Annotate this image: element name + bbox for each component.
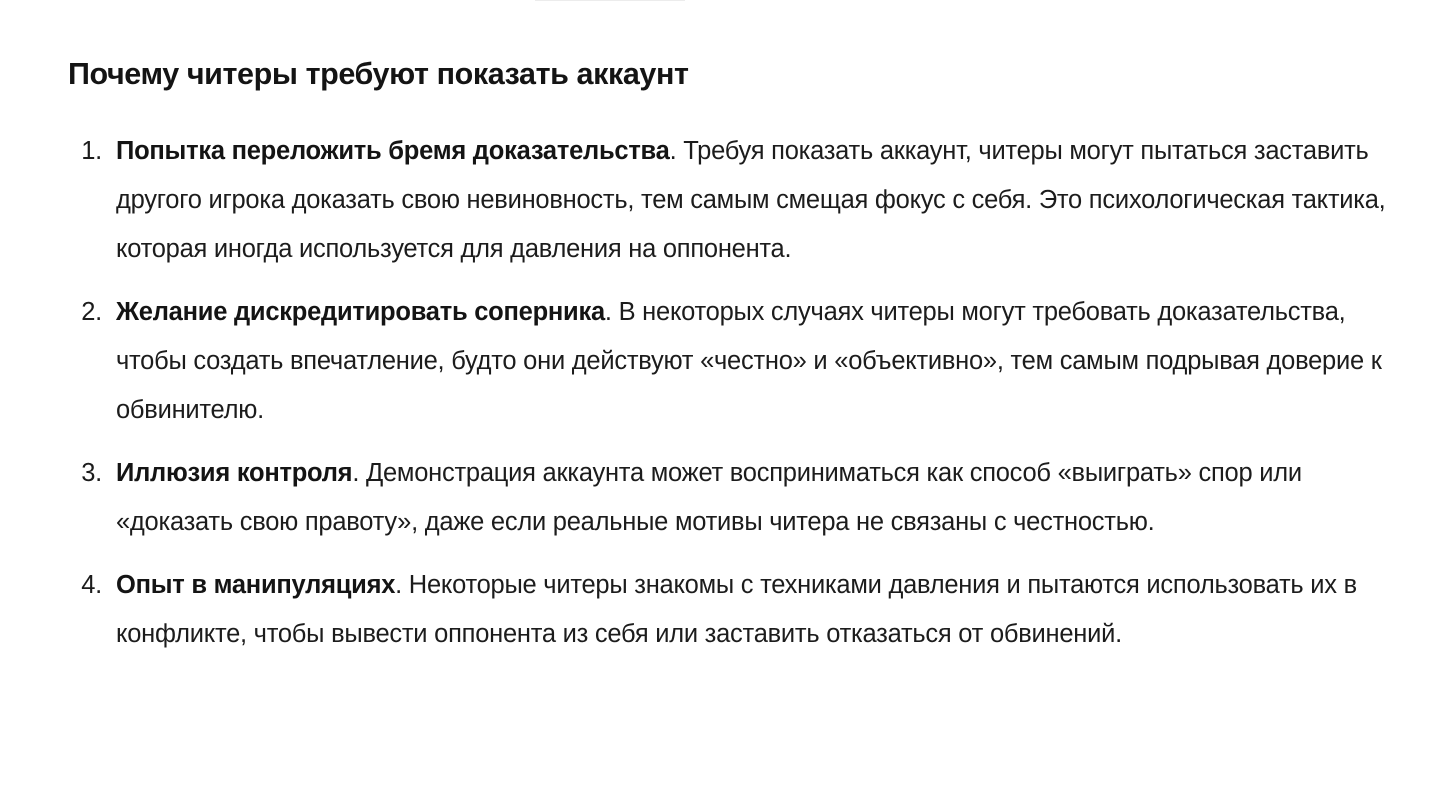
reason-title: Попытка переложить бремя доказательства [116, 137, 670, 165]
reason-title: Опыт в манипуляциях [116, 571, 396, 599]
reasons-list [68, 127, 1388, 659]
list-item-number: 1. [81, 137, 102, 165]
list-item-number: 4. [81, 571, 102, 599]
reason-text: . В некоторых случаях читеры могут требовать доказательства, чтобы создать впечатление, будто они действуют «честно» и «объективно», тем самым подрывая доверие к обвинителю. [116, 298, 1382, 424]
reason-text: . Требуя показать аккаунт, читеры могут пытаться заставить другого игрока доказать свою невиновность, тем самым смещая фокус с себя. Это психологическая тактика, которая иногда используется для давления на оппонента. [116, 137, 1386, 263]
top-edge-divider [535, 0, 685, 1]
list-item-reason-1 [68, 127, 1388, 274]
reason-title: Иллюзия контроля [116, 459, 353, 487]
list-item-reason-3 [68, 449, 1388, 547]
reason-title: Желание дискредитировать соперника [116, 298, 605, 326]
list-item-reason-4 [68, 561, 1388, 659]
list-item-number: 3. [81, 459, 102, 487]
list-item-number: 2. [81, 298, 102, 326]
reason-text: . Демонстрация аккаунта может восприниматься как способ «выиграть» спор или «доказать свою правоту», даже если реальные мотивы читера не связаны с честностью. [116, 459, 1302, 536]
reason-text: . Некоторые читеры знакомы с техниками давления и пытаются использовать их в конфликте, чтобы вывести оппонента из себя или заставить отказаться от обвинений. [116, 571, 1357, 648]
list-item-reason-2 [68, 288, 1388, 435]
section-heading: Почему читеры требуют показать аккаунт [68, 57, 689, 91]
answer-article [68, 52, 1388, 673]
